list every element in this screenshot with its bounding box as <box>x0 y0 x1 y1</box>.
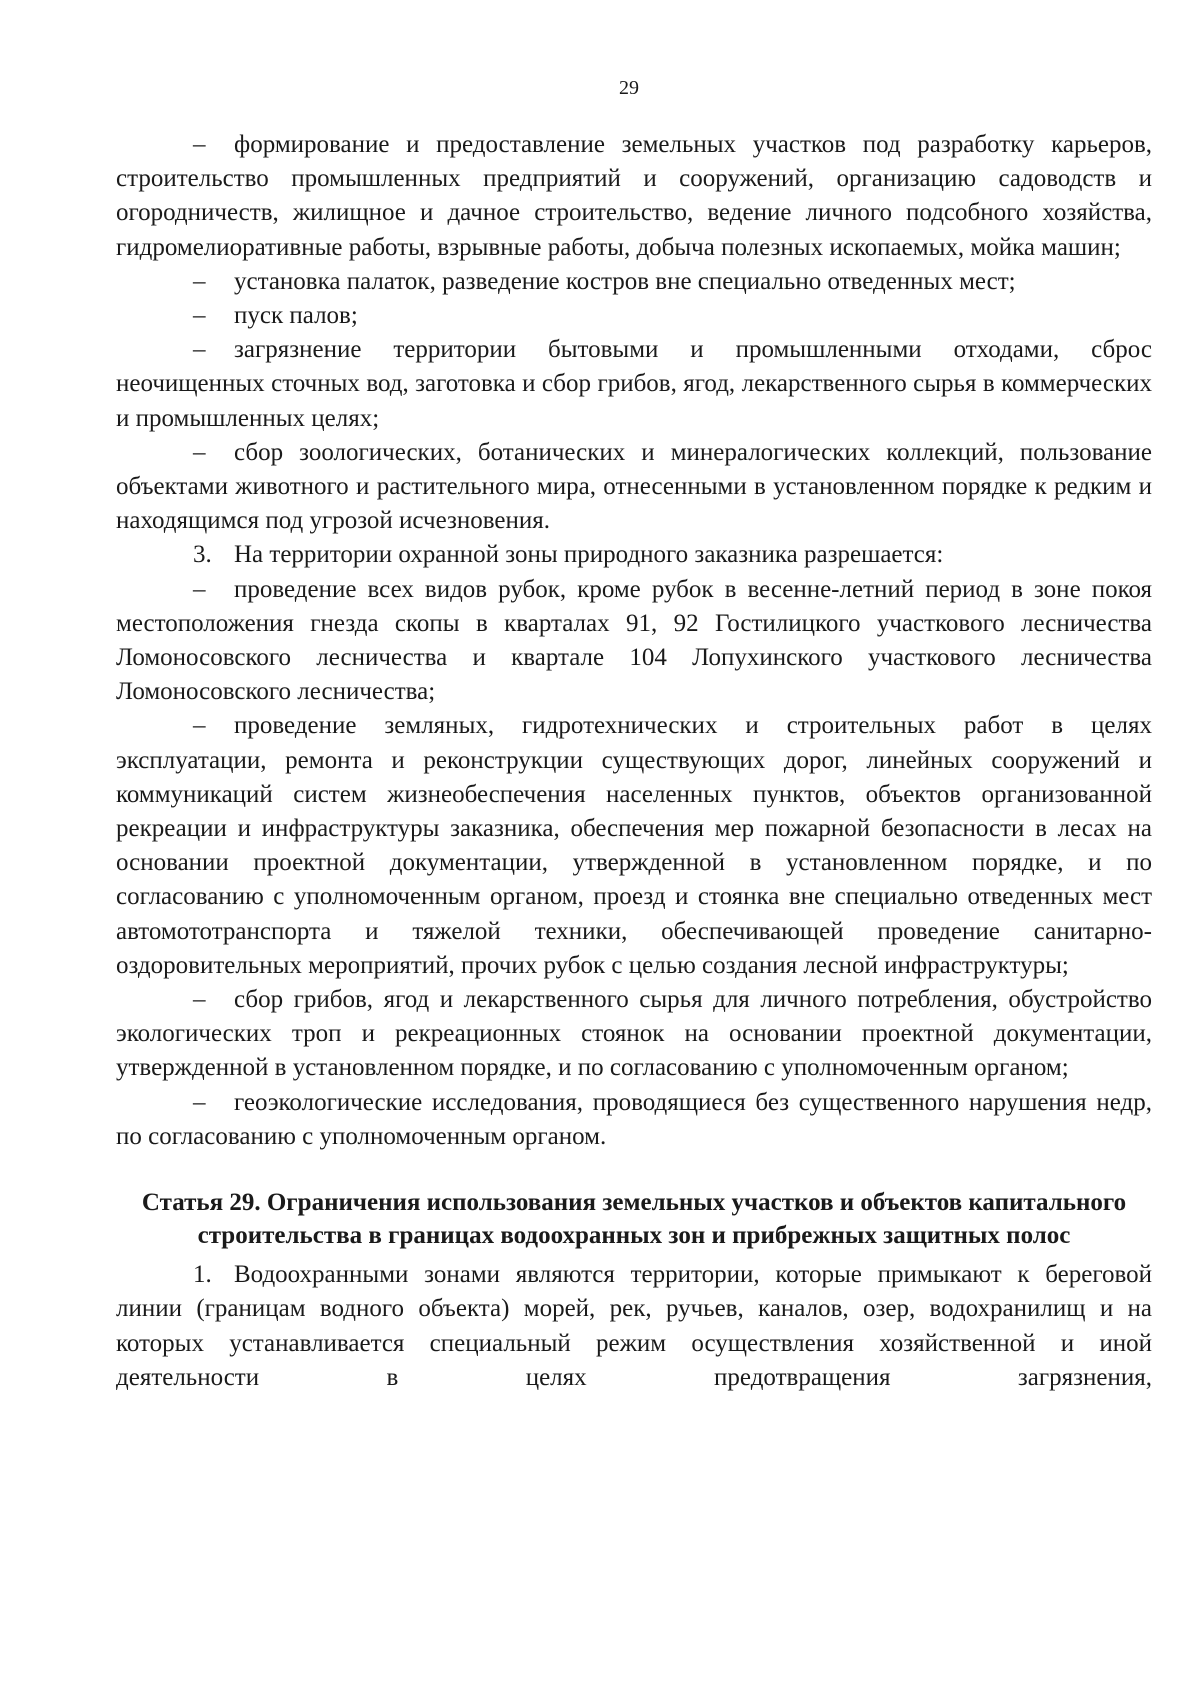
paragraph <box>116 436 1152 539</box>
paragraph-group-before <box>116 128 1152 1154</box>
article-heading: Статья 29. Ограничения использования земельных участков и объектов капитального строительства в границах водоохранных зон и прибрежных защитных полос <box>141 1189 1127 1250</box>
paragraph-text: геоэкологические исследования, проводящиеся без существенного нарушения недр, по согласованию с уполномоченным органом. <box>116 1088 1152 1150</box>
paragraph <box>116 1086 1152 1154</box>
document-body <box>116 128 1152 1395</box>
list-dash-marker: – <box>193 575 206 603</box>
paragraph-group-after <box>116 1258 1152 1395</box>
paragraph-text: формирование и предоставление земельных участков под разработку карьеров, строительство промышленных предприятий и сооружений, организацию садоводств и огородничеств, жилищное и дачное строительство, ведение личного подсобного хозяйства, гидромелиоративные работы, взрывные работы, добыча полезных ископаемых, мойка машин; <box>116 131 1152 261</box>
paragraph-text: сбор грибов, ягод и лекарственного сырья для личного потребления, обустройство экологических троп и рекреационных стоянок на основании проектной документации, утвержденной в установленном порядке, и по согласованию с уполномоченным органом; <box>116 986 1152 1082</box>
paragraph <box>116 299 1152 333</box>
page-number: 29 <box>619 77 639 99</box>
paragraph <box>116 1258 1152 1395</box>
paragraph-text: Водоохранными зонами являются территории, которые примыкают к береговой линии (границам водного объекта) морей, рек, ручьев, каналов, озер, водохранилищ и на которых устанавливается специальный режим осуществления хозяйственной и иной деятельности в целях предотвращения загрязнения, <box>116 1261 1152 1391</box>
list-dash-marker: – <box>193 438 206 466</box>
paragraph-text: проведение всех видов рубок, кроме рубок в весенне-летний период в зоне покоя местоположения гнезда скопы в кварталах 91, 92 Гостилицкого участкового лесничества Ломоносовского лесничества и квартале 104 Лопухинского участкового лесничества Ломоносовского лесничества; <box>116 575 1152 706</box>
paragraph <box>116 983 1152 1086</box>
paragraph-text: загрязнение территории бытовыми и промышленными отходами, сброс неочищенных сточных вод, заготовка и сбор грибов, ягод, лекарственного сырья в коммерческих и промышленных целях; <box>116 336 1152 432</box>
list-dash-marker: – <box>193 336 206 364</box>
list-dash-marker: – <box>193 986 206 1014</box>
paragraph <box>116 265 1152 299</box>
paragraph <box>116 538 1152 572</box>
list-dash-marker: – <box>193 712 206 740</box>
list-dash-marker: – <box>193 1088 206 1116</box>
paragraph-text: сбор зоологических, ботанических и минералогических коллекций, пользование объектами животного и растительного мира, отнесенными в установленном порядке к редким и находящимся под угрозой исчезновения. <box>116 438 1152 535</box>
paragraph-text: На территории охранной зоны природного заказника разрешается: <box>234 541 944 569</box>
paragraph-text: проведение земляных, гидротехнических и строительных работ в целях эксплуатации, ремонта и реконструкции существующих дорог, линейных сооружений и коммуникаций систем жизнеобеспечения населенных пунктов, объектов организованной рекреации и инфраструктуры заказника, обеспечения мер пожарной безопасности в лесах на основании проектной документации, утвержденной в установленном порядке, и по согласованию с уполномоченным органом, проезд и стоянка вне специально отведенных мест автомототранспорта и тяжелой техники, обеспечивающей проведение санитарно-оздоровительных мероприятий, прочих рубок с целью создания лесной инфраструктуры; <box>116 712 1152 979</box>
list-number-marker: 3. <box>193 541 212 569</box>
paragraph-text: пуск палов; <box>234 302 358 330</box>
list-number-marker: 1. <box>193 1261 212 1289</box>
paragraph-text: установка палаток, разведение костров вне специально отведенных мест; <box>234 267 1016 295</box>
paragraph <box>116 709 1152 983</box>
paragraph <box>116 573 1152 710</box>
list-dash-marker: – <box>193 267 206 295</box>
paragraph <box>116 128 1152 265</box>
list-dash-marker: – <box>193 131 206 158</box>
paragraph <box>116 333 1152 436</box>
list-dash-marker: – <box>193 302 206 330</box>
